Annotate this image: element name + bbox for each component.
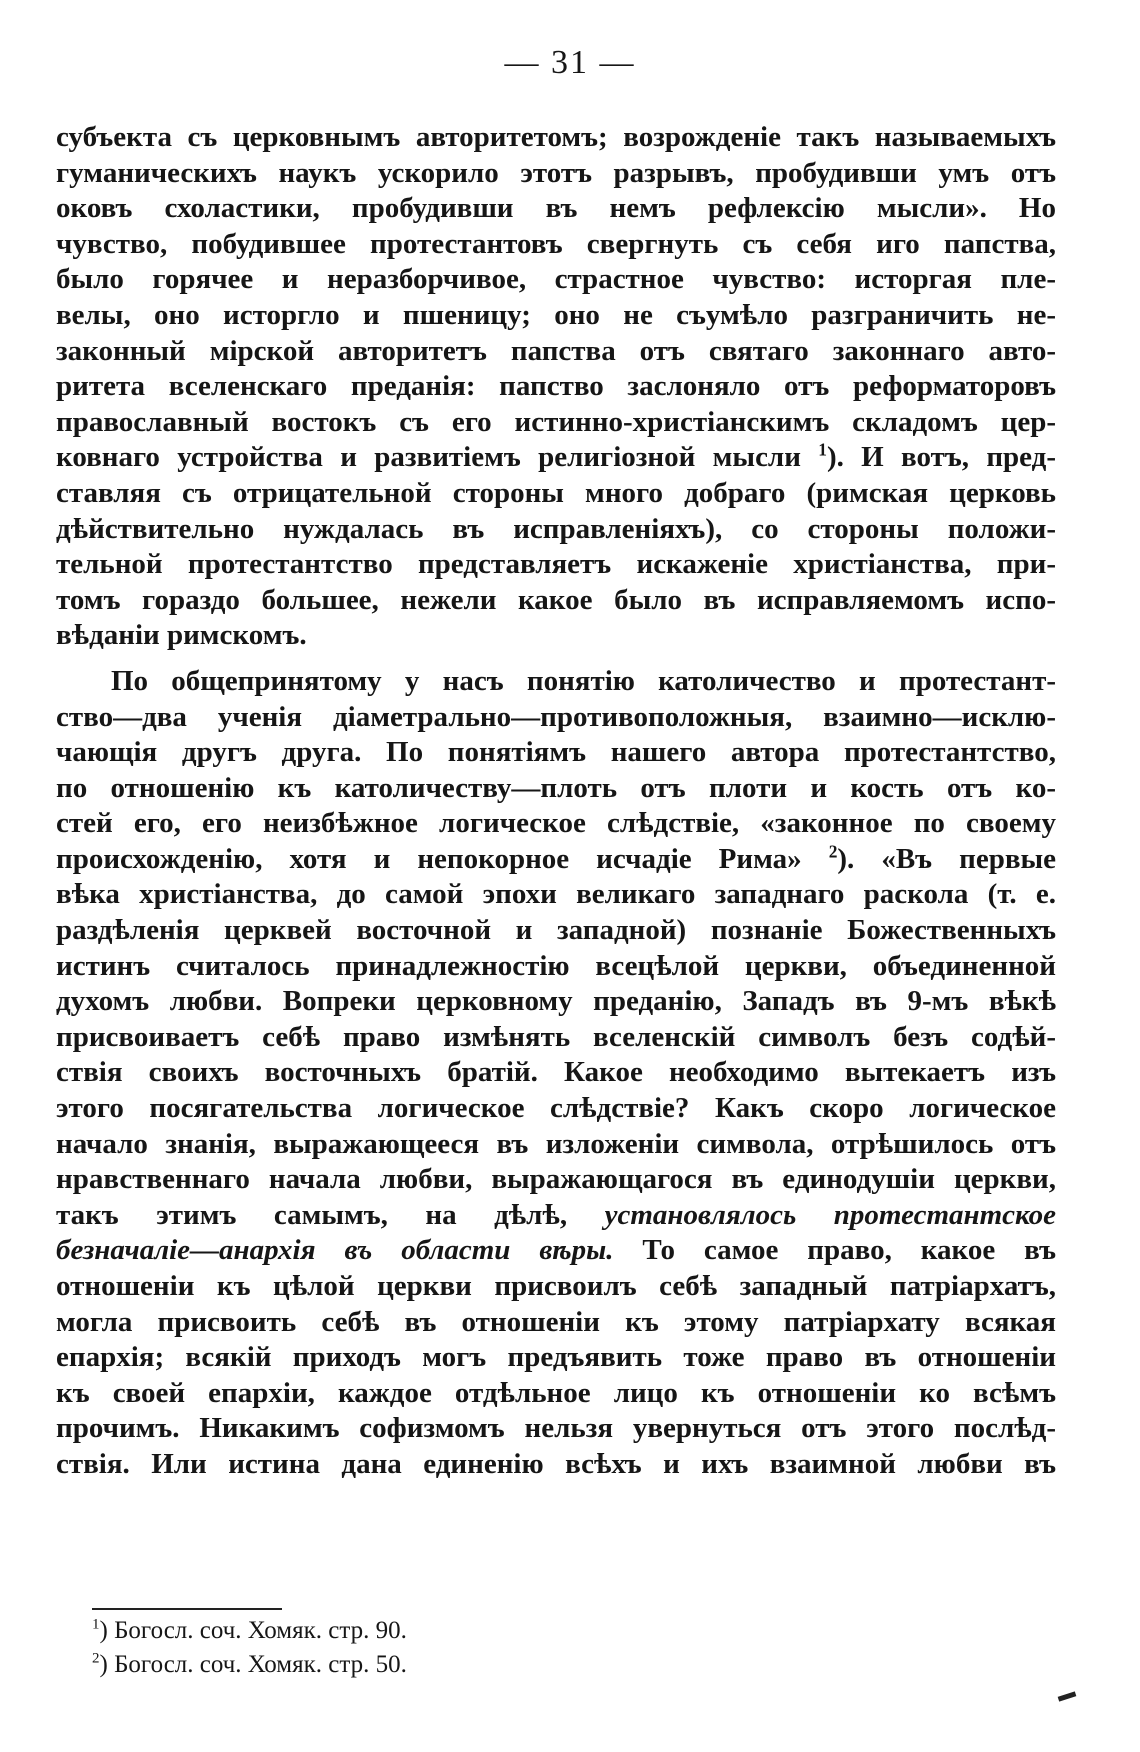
- footnote-marker: 1: [92, 1616, 100, 1633]
- text-line: стей его, его неизбѣжное логическое слѣдствіе, «законное по своему: [56, 807, 1056, 840]
- ink-mark: [1058, 1691, 1077, 1701]
- italic-phrase: установлялось протестантское: [604, 1198, 1056, 1231]
- text-line: епархія; всякій приходъ могъ предъявить тоже право въ отношеніи: [56, 1341, 1056, 1374]
- text-segment: То самое право, какое въ: [613, 1234, 1056, 1267]
- footnote-text: Богосл. соч. Хомяк. стр. 50.: [114, 1651, 407, 1678]
- text-line: духомъ любви. Вопреки церковному преданію, Западъ въ 9-мъ вѣкѣ: [56, 985, 1056, 1018]
- footnote-marker: 2: [92, 1650, 100, 1667]
- text-segment: ). «Въ первые: [837, 842, 1056, 875]
- text-line: ство—два ученія діаметрально—противоположныя, взаимно—исклю-: [56, 700, 1056, 733]
- text-line: тельной протестантство представляетъ искаженіе христіанства, при-: [56, 548, 1056, 581]
- footnote: $^1$) Богосл. соч. Хомяк. стр. 90.: [92, 1616, 407, 1644]
- text-segment: происхожденію, хотя и непокорное исчадіе Рима»: [56, 842, 802, 875]
- text-line: велы, оно исторгло и пшеницу; оно не съумѣло разграничить не-: [56, 298, 1056, 331]
- text-line: [56, 440, 1056, 476]
- text-line: [56, 1233, 1056, 1269]
- text-line: ритета вселенскаго преданія: папство заслоняло отъ реформаторовъ: [56, 370, 1056, 403]
- text-line: [56, 1198, 1056, 1234]
- text-line: дѣйствительно нуждалась въ исправленіяхъ), со стороны положи-: [56, 512, 1056, 545]
- text-segment: ковнаго устройства и развитіемъ религіозной мысли: [56, 441, 801, 474]
- text-line: [56, 842, 1056, 878]
- text-line: присвоиваетъ себѣ право измѣнять вселенскій символъ безъ содѣй-: [56, 1020, 1056, 1053]
- text-segment: ). И вотъ, пред-: [826, 441, 1057, 474]
- text-line: могла присвоить себѣ въ отношеніи къ этому патріархату всякая: [56, 1305, 1056, 1338]
- page-number: — 31 —: [504, 44, 636, 81]
- text-line: По общепринятому у насъ понятію католичество и протестант-: [111, 664, 1056, 697]
- footnotes: [92, 1614, 692, 1682]
- text-line: было горячее и неразборчивое, страстное чувство: исторгая пле-: [56, 263, 1056, 296]
- text-line: истинъ считалось принадлежностію всецѣлой церкви, объединенной: [56, 949, 1056, 982]
- text-segment: такъ этимъ самымъ, на дѣлѣ,: [56, 1198, 568, 1231]
- text-line: отношеніи къ цѣлой церкви присвоилъ себѣ западный патріархатъ,: [56, 1270, 1056, 1302]
- footnote-ref: 2: [828, 841, 838, 862]
- text-line: гуманическихъ наукъ ускорило этотъ разрывъ, пробудивши умъ отъ: [56, 156, 1056, 189]
- text-line: законный мірской авторитетъ папства отъ святаго законнаго авто-: [56, 334, 1056, 367]
- text-line: этого посягательства логическое слѣдствіе? Какъ скоро логическое: [56, 1092, 1056, 1125]
- footnote-text: Богосл. соч. Хомяк. стр. 90.: [114, 1617, 407, 1644]
- text-line: субъекта съ церковнымъ авторитетомъ; возрожденіе такъ называемыхъ: [56, 121, 1056, 153]
- footnote-ref: 1: [818, 439, 827, 460]
- footnote-divider: [92, 1608, 282, 1610]
- footnote: $^2$) Богосл. соч. Хомяк. стр. 50.: [92, 1650, 407, 1678]
- text-line: чувство, побудившее протестантовъ свергнуть съ себя иго папства,: [56, 227, 1056, 260]
- text-line: раздѣленія церквей восточной и западной) познаніе Божественныхъ: [56, 914, 1056, 947]
- text-line: начало знанія, выражающееся въ изложеніи символа, отрѣшилось отъ: [56, 1127, 1056, 1160]
- text-line: нравственнаго начала любви, выражающагося въ единодушіи церкви,: [56, 1163, 1056, 1196]
- text-line: чающія другъ друга. По понятіямъ нашего автора протестантство,: [56, 736, 1056, 769]
- text-line: ствія своихъ восточныхъ братій. Какое необходимо вытекаетъ изъ: [56, 1056, 1056, 1089]
- text-line: къ своей епархіи, каждое отдѣльное лицо къ отношеніи ко всѣмъ: [56, 1376, 1056, 1409]
- text-line: томъ гораздо большее, нежели какое было въ исправляемомъ испо-: [56, 583, 1056, 616]
- text-line: по отношенію къ католичеству—плоть отъ плоти и кость отъ ко-: [56, 771, 1056, 804]
- text-line: вѣданіи римскомъ.: [56, 619, 307, 652]
- text-line: православный востокъ съ его истинно-христіанскимъ складомъ цер-: [56, 405, 1056, 438]
- text-line: прочимъ. Никакимъ софизмомъ нельзя увернуться отъ этого послѣд-: [56, 1412, 1056, 1445]
- text-line: оковъ схоластики, пробудивши въ немъ рефлексію мысли». Но: [56, 192, 1056, 225]
- italic-phrase: безначаліе—анархія въ области вѣры.: [56, 1234, 614, 1267]
- text-line: ставляя съ отрицательной стороны много добраго (римская церковь: [56, 476, 1056, 509]
- body-text: [56, 120, 1056, 1483]
- text-line: ствія. Или истина дана единенію всѣхъ и ихъ взаимной любви въ: [56, 1447, 1056, 1480]
- text-line: вѣка христіанства, до самой эпохи великаго западнаго раскола (т. е.: [56, 878, 1056, 911]
